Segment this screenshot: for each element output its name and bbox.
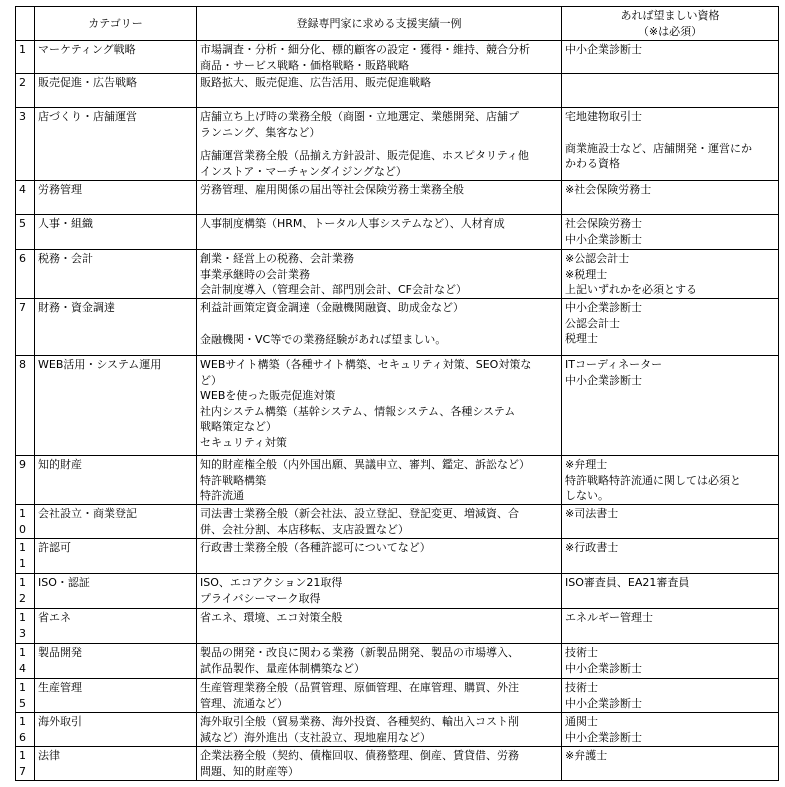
row-category: マーケティング戦略: [35, 41, 197, 74]
row-number: 6: [16, 250, 35, 299]
qualification-line: 商業施設士など、店舗開発・運営にか: [565, 141, 752, 155]
qualification-line: 中小企業診断士: [565, 661, 642, 675]
qualification-line: 税理士: [565, 332, 598, 345]
row-number: 7: [16, 299, 35, 356]
row-examples: [197, 299, 562, 356]
table-row: [16, 299, 779, 356]
row-number: 2: [16, 74, 35, 108]
row-qualification: [562, 574, 779, 609]
row-qualification: [562, 299, 779, 356]
row-examples: [197, 505, 562, 539]
row-examples: [197, 609, 562, 644]
row-examples: [197, 356, 562, 456]
row-number: 5: [16, 215, 35, 250]
qualification-line: ※税理士: [565, 267, 608, 281]
qualification-line: エネルギー管理士: [565, 611, 653, 624]
qualification-line: ITコーディネーター: [565, 358, 663, 371]
qualification-line: 特許戦略特許流通に関しては必須と: [565, 473, 741, 487]
row-qualification: [562, 505, 779, 539]
example-line: 特許戦略構築: [200, 473, 266, 487]
row-category: 省エネ: [35, 609, 197, 644]
example-line: 店舗運営業務全般（品揃え方針設計、販売促進、ホスピタリティ他: [200, 149, 529, 162]
row-qualification: [562, 644, 779, 679]
row-examples: [197, 456, 562, 505]
example-line: 司法書士業務全般（新会社法、設立登記、登記変更、増減資、合: [200, 507, 519, 520]
row-category: 製品開発: [35, 644, 197, 679]
row-category: WEB活用・システム運用: [35, 356, 197, 456]
table-row: [16, 747, 779, 781]
row-qualification: [562, 356, 779, 456]
row-number: 12: [16, 574, 35, 609]
table-row: [16, 181, 779, 215]
row-category: 労務管理: [35, 181, 197, 215]
qualification-line: 中小企業診断士: [565, 373, 642, 387]
row-examples: [197, 41, 562, 74]
table-row: [16, 574, 779, 609]
row-category: 財務・資金調達: [35, 299, 197, 356]
row-number: 14: [16, 644, 35, 679]
example-line: 知的財産権全般（内外国出願、異議申立、審判、鑑定、訴訟など）: [200, 458, 530, 471]
row-category: 店づくり・店舗運営: [35, 108, 197, 181]
table-row: [16, 456, 779, 505]
table-row: [16, 250, 779, 299]
row-category: 生産管理: [35, 679, 197, 713]
qualification-line: 宅地建物取引士: [565, 110, 642, 123]
table-row: [16, 74, 779, 108]
qualification-line: 中小企業診断士: [565, 301, 642, 314]
row-examples: [197, 574, 562, 609]
qualification-line: 通関士: [565, 715, 598, 728]
row-examples: [197, 539, 562, 574]
row-examples: [197, 181, 562, 215]
qualification-line: ※弁護士: [565, 749, 608, 762]
row-number: 4: [16, 181, 35, 215]
expert-support-table: [15, 6, 779, 781]
qualification-line: ISO審査員、EA21審査員: [565, 576, 690, 589]
table-row: [16, 215, 779, 250]
row-examples: [197, 108, 562, 181]
example-line: 企業法務全般（契約、債権回収、債務整理、倒産、賃貸借、労務: [200, 749, 519, 762]
row-category: 許認可: [35, 539, 197, 574]
example-line: 人事制度構築（HRM、トータル人事システムなど）、人材育成: [200, 217, 505, 230]
row-qualification: [562, 456, 779, 505]
row-qualification: [562, 250, 779, 299]
row-number: 8: [16, 356, 35, 456]
row-category: 海外取引: [35, 713, 197, 747]
qualification-line: ※公認会計士: [565, 252, 630, 265]
example-line: WEBを使った販売促進対策: [200, 389, 336, 402]
row-examples: [197, 679, 562, 713]
row-category: 税務・会計: [35, 250, 197, 299]
qualification-line: かわる資格: [565, 157, 620, 170]
header-qualification-line1: あれば望ましい資格: [620, 9, 720, 22]
table-row: [16, 108, 779, 181]
row-qualification: [562, 679, 779, 713]
row-category: 会社設立・商業登記: [35, 505, 197, 539]
row-number: 11: [16, 539, 35, 574]
table-row: [16, 505, 779, 539]
row-examples: [197, 747, 562, 781]
row-category: 法律: [35, 747, 197, 781]
row-number: 15: [16, 679, 35, 713]
header-examples: 登録専門家に求める支援実績一例: [197, 7, 562, 41]
qualification-line: ※司法書士: [565, 507, 619, 520]
header-qualification-line2: （※は必須）: [637, 24, 703, 38]
example-line: 社内システム構築（基幹システム、情報システム、各種システム: [200, 404, 516, 418]
qualification-line: ※社会保険労務士: [565, 183, 652, 196]
example-line: WEBサイト構築（各種サイト構築、セキュリティ対策、SEO対策な: [200, 358, 532, 371]
example-line: 特許流通: [200, 489, 244, 502]
example-line: 減など）海外進出（支社設立、現地雇用など）: [200, 730, 431, 744]
row-category: ISO・認証: [35, 574, 197, 609]
example-line: 事業承継時の会計業務: [200, 267, 310, 281]
example-line: 生産管理業務全般（品質管理、原価管理、在庫管理、購買、外注: [200, 681, 519, 694]
example-line: 問題、知的財産等）: [200, 764, 299, 778]
header-row: [16, 7, 779, 41]
example-line: ど）: [200, 373, 222, 387]
example-line: 店舗立ち上げ時の業務全般（商圏・立地選定、業態開発、店舗プ: [200, 110, 519, 123]
row-examples: [197, 215, 562, 250]
table-row: [16, 609, 779, 644]
example-line: 試作品製作、量産体制構築など）: [200, 661, 365, 675]
row-qualification: [562, 108, 779, 181]
row-category: 販売促進・広告戦略: [35, 74, 197, 108]
row-qualification: [562, 215, 779, 250]
table-row: [16, 713, 779, 747]
example-line: 商品・サービス戦略・価格戦略・販路戦略: [200, 58, 409, 72]
qualification-line: ※行政書士: [565, 541, 619, 554]
row-number: 13: [16, 609, 35, 644]
qualification-line: 技術士: [565, 646, 598, 659]
qualification-line: 中小企業診断士: [565, 43, 642, 56]
row-qualification: [562, 713, 779, 747]
row-number: 16: [16, 713, 35, 747]
row-examples: [197, 250, 562, 299]
row-number: 1: [16, 41, 35, 74]
example-line: 海外取引全般（貿易業務、海外投資、各種契約、輸出入コスト削: [200, 715, 519, 728]
qualification-line: 中小企業診断士: [565, 730, 642, 744]
table-row: [16, 539, 779, 574]
example-line: セキュリティ対策: [200, 435, 287, 449]
example-line: 製品の開発・改良に関わる業務（新製品開発、製品の市場導入、: [200, 646, 519, 659]
row-qualification: [562, 747, 779, 781]
example-line: 戦略策定など）: [200, 420, 277, 433]
table-row: [16, 679, 779, 713]
row-category: 人事・組織: [35, 215, 197, 250]
example-line: プライバシーマーク取得: [200, 591, 321, 605]
example-line: 販路拡大、販売促進、広告活用、販売促進戦略: [200, 76, 431, 89]
example-line: ISO、エコアクション21取得: [200, 576, 343, 589]
row-examples: [197, 74, 562, 108]
row-number: 17: [16, 747, 35, 781]
row-examples: [197, 644, 562, 679]
example-line: 併、会社分割、本店移転、支店設置など）: [200, 522, 409, 536]
example-line: 行政書士業務全般（各種許認可についてなど）: [200, 541, 431, 554]
row-number: 3: [16, 108, 35, 181]
example-line: 金融機関・VC等での業務経験があれば望ましい。: [200, 332, 447, 346]
example-line: 会計制度導入（管理会計、部門別会計、CF会計など）: [200, 283, 468, 296]
example-line: 創業・経営上の税務、会計業務: [200, 252, 354, 265]
row-examples: [197, 713, 562, 747]
row-qualification: [562, 539, 779, 574]
qualification-line: ※弁理士: [565, 458, 608, 471]
row-number: 9: [16, 456, 35, 505]
row-number: 10: [16, 505, 35, 539]
table-row: [16, 356, 779, 456]
example-line: 省エネ、環境、エコ対策全般: [200, 611, 343, 624]
table-row: [16, 41, 779, 74]
qualification-line: 上記いずれかを必須とする: [565, 283, 697, 296]
row-qualification: [562, 181, 779, 215]
header-number: [16, 7, 35, 41]
example-line: 管理、流通など）: [200, 696, 288, 710]
example-line: インストア・マーチャンダイジングなど）: [200, 164, 407, 178]
qualification-line: 公認会計士: [565, 316, 620, 330]
row-qualification: [562, 609, 779, 644]
qualification-line: 社会保険労務士: [565, 217, 642, 230]
row-qualification: [562, 41, 779, 74]
qualification-line: 中小企業診断士: [565, 232, 642, 246]
table-row: [16, 644, 779, 679]
header-category: カテゴリー: [35, 7, 197, 41]
example-line: 利益計画策定資金調達（金融機関融資、助成金など）: [200, 301, 464, 314]
row-qualification: [562, 74, 779, 108]
header-qualification: [562, 7, 779, 41]
example-line: 市場調査・分析・細分化、標的顧客の設定・獲得・維持、競合分析: [200, 43, 530, 56]
qualification-line: 中小企業診断士: [565, 696, 642, 710]
qualification-line: 技術士: [565, 681, 598, 694]
row-category: 知的財産: [35, 456, 197, 505]
example-line: 労務管理、雇用関係の届出等社会保険労務士業務全般: [200, 183, 464, 196]
example-line: ランニング、集客など）: [200, 125, 321, 139]
qualification-line: しない。: [565, 489, 609, 502]
